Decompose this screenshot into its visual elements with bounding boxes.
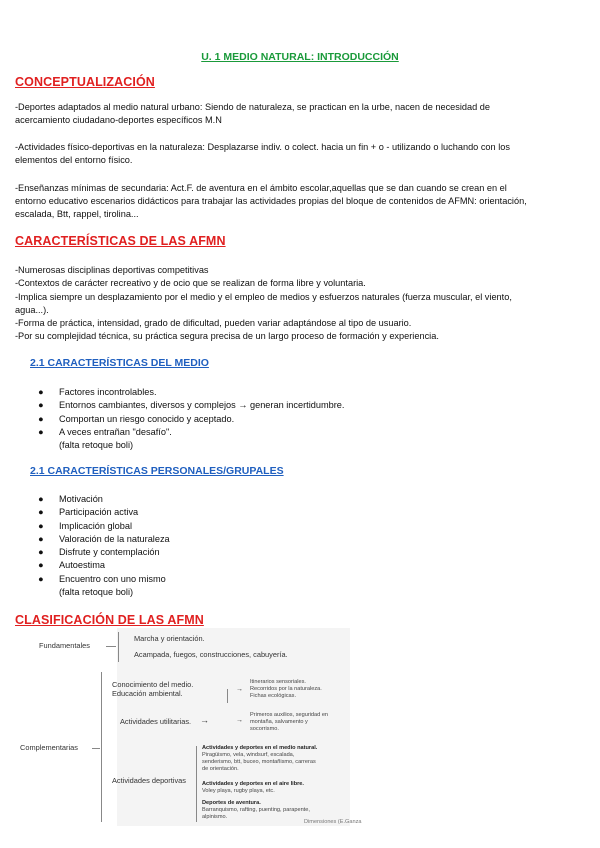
brace-line bbox=[118, 632, 119, 662]
heading-caracteristicas-medio: 2.1 CARACTERÍSTICAS DEL MEDIO bbox=[30, 357, 209, 369]
deportivas-group-title: Actividades y deportes en el aire libre. bbox=[202, 781, 304, 787]
paragraph-actividades-fisico-deportivas: -Actividades físico-deportivas en la naturaleza: Desplazarse indiv. o colect. hacia un fin + o - utilizando o luchando con los elementos del entorno físico. bbox=[15, 142, 510, 166]
heading-clasificacion: CLASIFICACIÓN DE LAS AFMN bbox=[15, 613, 204, 627]
list-item: ● A veces entrañan "desafío". bbox=[38, 426, 344, 439]
detail-line: Itinerarios sensoriales. bbox=[250, 679, 306, 685]
caracteristica-line: -Implica siempre un desplazamiento por el medio y el empleo de medios y esfuerzos naturales (fuerza muscular, el viento, agua...). bbox=[15, 291, 512, 315]
heading-conceptualizacion: CONCEPTUALIZACIÓN bbox=[15, 75, 155, 89]
detail-line: Barranquismo, rafting, puenting, parapente, bbox=[202, 807, 310, 813]
label-fundamentales: Fundamentales bbox=[39, 641, 90, 650]
brace-line bbox=[227, 689, 228, 703]
page-title: U. 1 MEDIO NATURAL: INTRODUCCIÓN bbox=[201, 51, 399, 63]
heading-caracteristicas: CARACTERÍSTICAS DE LAS AFMN bbox=[15, 234, 226, 248]
personales-list bbox=[38, 493, 170, 599]
diagram-footer: Dimensiones (E.Ganza bbox=[304, 819, 362, 825]
bullet-icon: ● bbox=[38, 400, 44, 411]
connector-line bbox=[92, 748, 100, 749]
detail-line: Piragüismo, vela, windsurf, escalada, bbox=[202, 752, 295, 758]
bullet-icon: ● bbox=[38, 507, 44, 518]
caracteristica-line: -Contextos de carácter recreativo y de ocio que se realizan de forma libre y voluntaria. bbox=[15, 278, 366, 289]
list-item: ● Participación activa bbox=[38, 506, 170, 519]
detail-line: Recorridos por la naturaleza. bbox=[250, 686, 322, 692]
list-note: (falta retoque boli) bbox=[59, 440, 134, 451]
detail-line: alpinismo. bbox=[202, 814, 228, 820]
label-actividades-deportivas: Actividades deportivas bbox=[112, 776, 186, 785]
list-item: ● Disfrute y contemplación bbox=[38, 546, 170, 559]
detail-line: Voley playa, rugby playa, etc. bbox=[202, 788, 275, 794]
arrow-icon: → bbox=[236, 686, 243, 693]
label-educacion-ambiental: Educación ambiental. bbox=[112, 689, 183, 698]
clasificacion-diagram bbox=[14, 628, 362, 826]
label-conocimiento-medio: Conocimiento del medio. bbox=[112, 680, 194, 689]
heading-caracteristicas-personales: 2.1 CARACTERÍSTICAS PERSONALES/GRUPALES bbox=[30, 465, 284, 477]
brace-line bbox=[196, 746, 197, 822]
deportivas-group-title: Actividades y deportes en el medio natural. bbox=[202, 745, 318, 751]
detail-line: montaña, salvamento y bbox=[250, 719, 308, 725]
list-item: ● Entornos cambiantes, diversos y complejos → generan incertidumbre. bbox=[38, 399, 344, 412]
caracteristicas-list bbox=[15, 264, 545, 344]
bullet-icon: ● bbox=[38, 387, 44, 397]
list-item: ● Encuentro con uno mismo bbox=[38, 573, 170, 586]
bullet-icon: ● bbox=[38, 494, 44, 504]
bullet-icon: ● bbox=[38, 547, 44, 558]
list-note: (falta retoque boli) bbox=[59, 587, 134, 598]
list-item: ● Motivación bbox=[38, 493, 170, 506]
fundamental-item: Acampada, fuegos, construcciones, cabuyería. bbox=[134, 650, 288, 659]
caracteristica-line: -Numerosas disciplinas deportivas competitivas bbox=[15, 265, 209, 275]
list-item: ● Factores incontrolables. bbox=[38, 386, 344, 399]
detail-line: de orientación. bbox=[202, 766, 239, 772]
medio-list bbox=[38, 386, 344, 452]
arrow-icon: → bbox=[200, 715, 209, 725]
paragraph-ensenanzas-minimas: -Enseñanzas mínimas de secundaria: Act.F. de aventura en el ámbito escolar,aquellas que se dan cuando se crean en el entorno educativo escenarios didácticos para trabajar las actividades propias del bloque de contenidos de AFMN: orientación, escalada, Btt, rappel, tirolina... bbox=[15, 183, 527, 220]
bullet-icon: ● bbox=[38, 520, 44, 531]
list-item: ● Comportan un riesgo conocido y aceptado. bbox=[38, 413, 344, 426]
bullet-icon: ● bbox=[38, 413, 44, 424]
connector-line bbox=[106, 646, 116, 647]
label-complementarias: Complementarias bbox=[20, 743, 78, 752]
detail-line: socorrismo. bbox=[250, 726, 279, 732]
bullet-icon: ● bbox=[38, 426, 44, 437]
list-item: ● Autoestima bbox=[38, 559, 170, 572]
label-actividades-utilitarias: Actividades utilitarias. bbox=[120, 717, 192, 726]
deportivas-group-title: Deportes de aventura. bbox=[202, 800, 261, 806]
detail-line: Fichas ecológicas. bbox=[250, 693, 297, 699]
caracteristica-line: -Por su complejidad técnica, su práctica segura precisa de un largo proceso de formación y experiencia. bbox=[15, 331, 439, 342]
detail-line: Primeros auxilios, seguridad en bbox=[250, 712, 329, 718]
list-item: ● Implicación global bbox=[38, 520, 170, 533]
detail-line: senderismo, btt, buceo, montañismo, carreras bbox=[202, 759, 316, 765]
bullet-icon: ● bbox=[38, 533, 44, 544]
bullet-icon: ● bbox=[38, 573, 44, 584]
list-item: ● Valoración de la naturaleza bbox=[38, 533, 170, 546]
brace-line bbox=[101, 672, 102, 822]
arrow-icon: → bbox=[236, 717, 243, 724]
paragraph-deportes-adaptados: -Deportes adaptados al medio natural urbano: Siendo de naturaleza, se practican en la urbe, nacen de necesidad de acercamiento ciudadano-deportes específicos M.N bbox=[15, 102, 491, 126]
bullet-icon: ● bbox=[38, 560, 44, 571]
fundamental-item: Marcha y orientación. bbox=[134, 634, 205, 643]
caracteristica-line: -Forma de práctica, intensidad, grado de dificultad, pueden variar adaptándose al tipo de usuario. bbox=[15, 318, 412, 329]
